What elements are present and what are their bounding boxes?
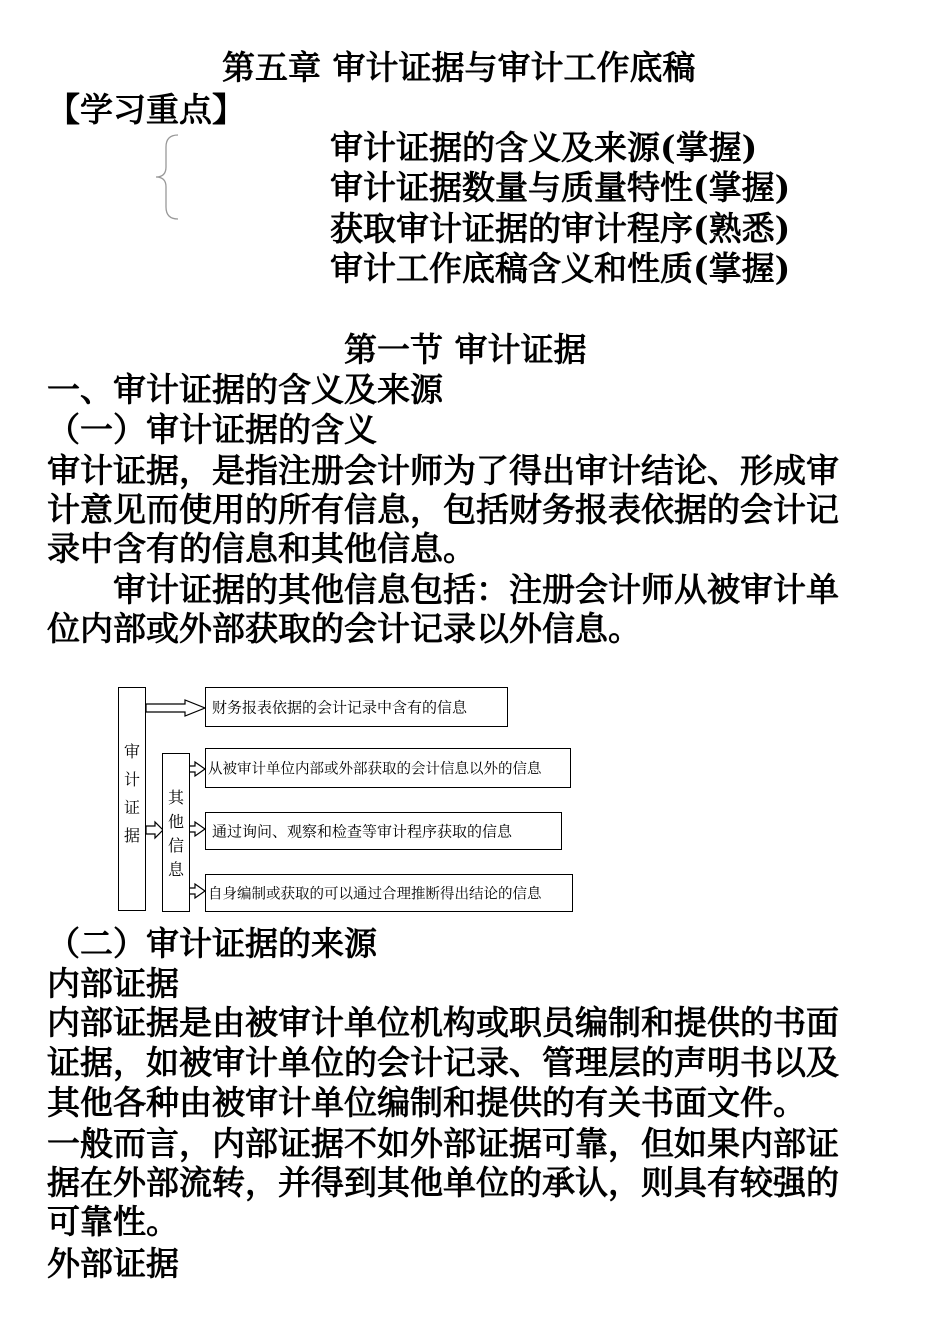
reliability-line: 可靠性。	[47, 1202, 179, 1241]
reliability-line: 据在外部流转，并得到其他单位的承认，则具有较强的	[47, 1163, 839, 1202]
external-evidence-heading: 外部证据	[47, 1244, 179, 1283]
other-info-line: 审计证据的其他信息包括：注册会计师从被审计单	[47, 570, 839, 609]
other-info-line: 位内部或外部获取的会计记录以外信息。	[47, 609, 641, 648]
key-point-1: 审计证据的含义及来源(掌握)	[330, 128, 758, 167]
chapter-title: 第五章 审计证据与审计工作底稿	[222, 48, 696, 87]
box-accounting-info: 财务报表依据的会计记录中含有的信息	[205, 687, 508, 727]
audit-evidence-diagram	[115, 680, 585, 920]
key-point-2: 审计证据数量与质量特性(掌握)	[330, 168, 791, 207]
box-other-info-char: 息	[167, 860, 184, 879]
arrow-main-to-accounting	[146, 700, 205, 716]
internal-evidence-line: 证据，如被审计单位的会计记录、管理层的声明书以及	[47, 1043, 839, 1082]
subsection-heading: 一、审计证据的含义及来源	[47, 370, 443, 409]
box-other-info-char: 其	[167, 788, 184, 807]
brace-icon	[150, 133, 180, 221]
definition-line: 计意见而使用的所有信息，包括财务报表依据的会计记	[47, 490, 839, 529]
subsubsection-heading-source: （二）审计证据的来源	[47, 924, 377, 963]
section-title: 第一节 审计证据	[344, 330, 587, 369]
box-other-info-2: 通过询问、观察和检查等审计程序获取的信息	[205, 812, 562, 850]
box-other-info	[162, 753, 190, 912]
box-audit-evidence-char: 计	[123, 770, 140, 789]
box-audit-evidence-char: 据	[123, 826, 140, 845]
reliability-line: 一般而言，内部证据不如外部证据可靠，但如果内部证	[47, 1124, 839, 1163]
internal-evidence-line: 其他各种由被审计单位编制和提供的有关书面文件。	[47, 1083, 806, 1122]
definition-line: 录中含有的信息和其他信息。	[47, 529, 476, 568]
internal-evidence-line: 内部证据是由被审计单位机构或职员编制和提供的书面	[47, 1003, 839, 1042]
box-audit-evidence	[118, 687, 146, 911]
box-audit-evidence-char: 审	[123, 742, 140, 761]
box-other-info-char: 他	[167, 812, 184, 831]
definition-line: 审计证据，是指注册会计师为了得出审计结论、形成审	[47, 451, 839, 490]
arrow-other-1	[189, 762, 205, 776]
key-point-4: 审计工作底稿含义和性质(掌握)	[330, 249, 791, 288]
box-audit-evidence-char: 证	[123, 798, 140, 817]
arrow-other-3	[189, 884, 205, 898]
study-focus-heading: 【学习重点】	[47, 90, 245, 129]
box-other-info-char: 信	[167, 836, 184, 855]
box-other-info-3: 自身编制或获取的可以通过合理推断得出结论的信息	[205, 874, 573, 912]
box-other-info-1: 从被审计单位内部或外部获取的会计信息以外的信息	[205, 748, 571, 788]
key-point-3: 获取审计证据的审计程序(熟悉)	[330, 209, 791, 248]
subsubsection-heading-meaning: （一）审计证据的含义	[47, 410, 377, 449]
internal-evidence-heading: 内部证据	[47, 964, 179, 1003]
arrow-main-to-other	[146, 822, 163, 838]
arrow-other-2	[189, 822, 205, 836]
